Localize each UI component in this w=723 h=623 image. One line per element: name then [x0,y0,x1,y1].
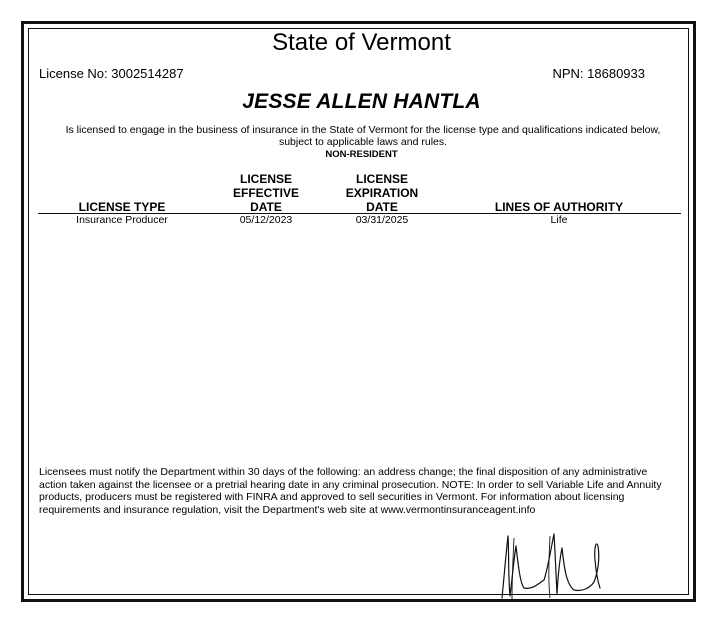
header-effective-line1: LICENSE [239,172,292,186]
license-number: License No: 3002514287 [39,66,184,81]
notice-line4: requirements and insurance regulation, visit the Department's web site at www.vermontinsuranceagent.info [39,503,536,516]
row-lines-of-authority: Life [550,214,568,226]
header-effective-date [208,172,324,214]
npn-number: NPN: 18680933 [552,66,645,81]
header-expiration-line1: LICENSE [355,172,408,186]
notice-line2: action taken against the licensee or a pretrial hearing date in any criminal prosecution. NOTE: In order to sell Variable Life and Annuity [39,478,662,491]
row-expiration-date: 03/31/2025 [355,214,409,226]
licensee-notice [39,466,684,516]
header-effective-line2: EFFECTIVE [232,186,299,200]
residency-status: NON-RESIDENT [325,149,398,160]
license-statement-line1: Is licensed to engage in the business of insurance in the State of Vermont for the license type and qualifications indicated below, [65,124,661,136]
notice-line3: products, producers must be registered with FINRA and approved to sell securities in Vermont. For information about licensing [39,491,625,504]
licensee-name: JESSE ALLEN HANTLA [242,90,481,113]
header-expiration-line2: EXPIRATION [345,186,419,200]
header-lines-of-authority: LINES OF AUTHORITY [494,200,624,214]
row-effective-date: 05/12/2023 [239,214,293,226]
license-statement-line2: subject to applicable laws and rules. [278,136,448,148]
notice-line1: Licensees must notify the Department within 30 days of the following: an address change; the final disposition of any administrative [39,466,648,478]
header-expiration-date [324,172,440,214]
header-effective-line3: DATE [250,200,282,214]
row-license-type: Insurance Producer [76,214,168,226]
header-license-type: LICENSE TYPE [78,200,166,214]
license-statement [48,124,678,148]
commissioner-signature [494,528,614,603]
state-title: State of Vermont [272,29,451,56]
header-expiration-line3: DATE [366,200,398,214]
